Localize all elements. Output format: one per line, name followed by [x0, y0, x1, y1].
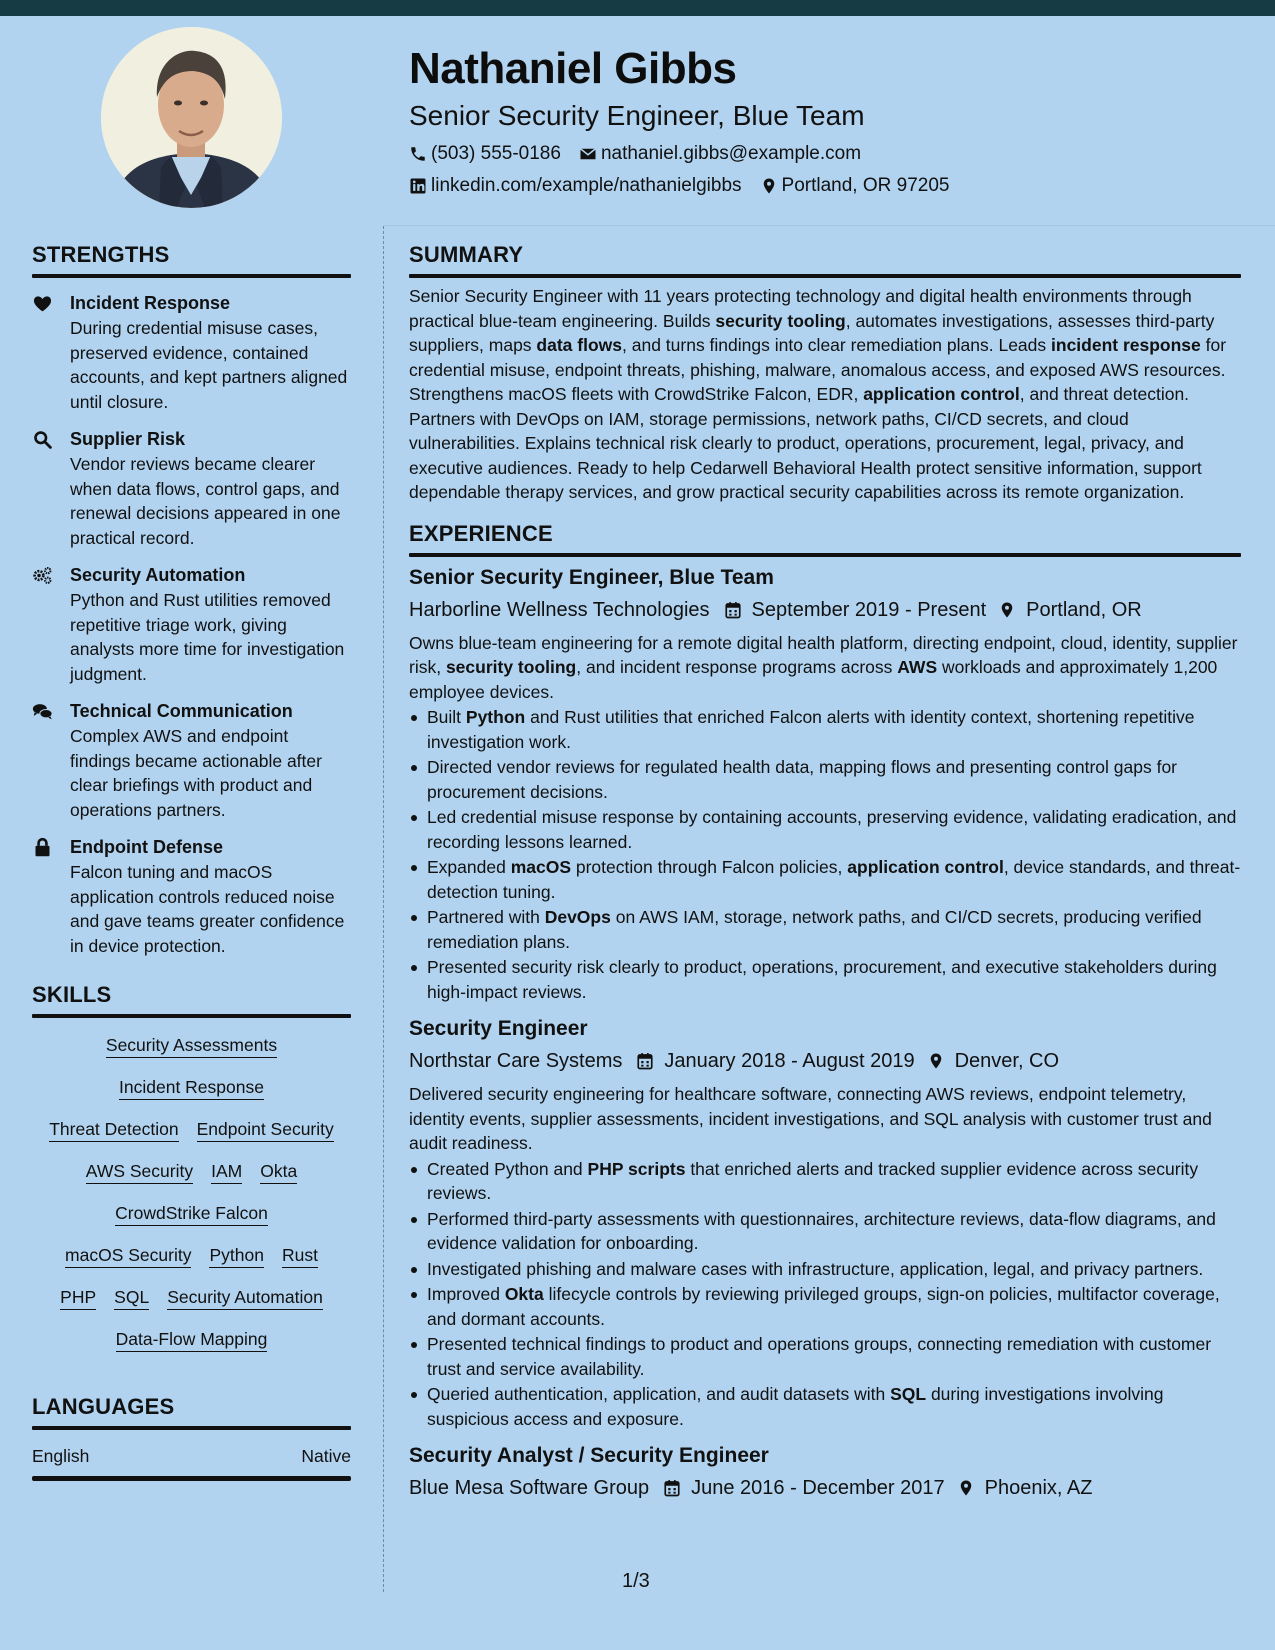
job-entry [409, 1014, 1241, 1431]
resume-header [409, 42, 1249, 202]
text-run: , and incident response programs across [576, 657, 898, 677]
job-bullet [427, 1157, 1241, 1206]
skill-tag: Incident Response [119, 1076, 264, 1100]
strength-title: Security Automation [70, 565, 246, 585]
strength-desc: Python and Rust utilities removed repetitive triage work, giving analysts more time for investigation judgment. [70, 590, 345, 684]
job-bullet [427, 805, 1241, 854]
job-description [409, 1082, 1241, 1156]
linkedin-text: linkedin.com/example/nathanielgibbs [431, 175, 742, 196]
skill-tag: Okta [260, 1160, 297, 1184]
calendar-icon [663, 1479, 681, 1497]
text-run: Delivered security engineering for healthcare software, connecting AWS reviews, endpoint telemetry, identity events, supplier assessments, incident investigations, and SQL analysis with customer trust and audit readiness. [409, 1084, 1212, 1153]
calendar-icon [724, 601, 742, 619]
text-run: Senior Security Engineer with 11 years protecting technology and digital health environments through practical blue-team engineering. Builds [409, 286, 1192, 331]
contact-location [760, 170, 950, 202]
language-level: Native [301, 1446, 351, 1466]
job-entry [409, 563, 1241, 1005]
strength-item [32, 698, 351, 822]
bold-keyword: DevOps [544, 907, 611, 927]
summary-heading: SUMMARY [409, 242, 524, 267]
contact-linkedin[interactable] [409, 170, 742, 202]
job-bullet [427, 1257, 1241, 1282]
experience-list [409, 563, 1241, 1504]
text-run: , and threat detection. Partners with DevOps on IAM, storage permissions, network paths, CI/CD secrets, and cloud vulnerabilities. Explains technical risk clearly to product, operations, procurement, legal, privacy, and executive audiences. Ready to help Cedarwell Behavioral Health protect sensitive information, support dependable therapy services, and grow practical security capabilities across its remote organization. [409, 384, 1202, 502]
text-run: on AWS IAM, storage, network paths, and CI/CD secrets, producing verified remediation plans. [427, 907, 1202, 952]
job-bullet [427, 905, 1241, 954]
linkedin-icon [409, 177, 427, 195]
skill-row [32, 1202, 351, 1226]
contact-row-1 [409, 138, 1249, 170]
bold-keyword: AWS [897, 657, 938, 677]
strength-item [32, 426, 351, 550]
map-pin-icon [760, 177, 778, 195]
job-dates: June 2016 - December 2017 [691, 1477, 945, 1499]
sidebar [32, 240, 351, 1481]
language-proficiency-bar [32, 1476, 351, 1481]
job-company: Northstar Care Systems [409, 1050, 623, 1072]
contact-row-2 [409, 170, 1249, 202]
job-location: Portland, OR [1026, 598, 1142, 621]
gears-icon [32, 565, 53, 586]
strength-item [32, 290, 351, 414]
skill-tag: Threat Detection [49, 1118, 178, 1142]
text-run: Investigated phishing and malware cases with infrastructure, application, legal, and privacy partners. [427, 1258, 1204, 1279]
skill-tag: Security Assessments [106, 1034, 277, 1058]
text-run: Led credential misuse response by containing accounts, preserving evidence, validating eradication, and recording lessons learned. [427, 807, 1237, 852]
job-company: Harborline Wellness Technologies [409, 598, 710, 621]
language-row [32, 1444, 351, 1468]
page-number: 1/3 [622, 1570, 650, 1592]
bold-keyword: PHP scripts [587, 1158, 686, 1179]
profile-photo [101, 27, 282, 208]
text-run: Built [427, 707, 466, 727]
strength-desc: During credential misuse cases, preserved evidence, contained accounts, and kept partners aligned until closure. [70, 318, 348, 412]
text-run: workloads and approximately 1,200 employee devices. [409, 657, 1218, 702]
text-run: , and turns findings into clear remediation plans. Leads [622, 335, 1052, 355]
job-description [409, 631, 1241, 705]
skill-row [32, 1118, 351, 1142]
text-run: and Rust utilities that enriched Falcon alerts with identity context, shortening repetitive investigation work. [427, 707, 1195, 752]
skill-row [32, 1244, 351, 1268]
skill-tag: CrowdStrike Falcon [115, 1202, 268, 1226]
phone-icon [409, 145, 427, 163]
job-meta [409, 595, 1241, 625]
text-run: Performed third-party assessments with questionnaires, architecture reviews, data-flow diagrams, and evidence validation for onboarding. [427, 1208, 1216, 1253]
map-pin-icon [957, 1479, 975, 1497]
text-run: Improved [427, 1284, 505, 1304]
bold-keyword: Python [465, 707, 526, 727]
header-divider [384, 225, 1275, 226]
lock-icon [32, 837, 53, 858]
bold-keyword: application control [863, 384, 1020, 404]
job-meta [409, 1473, 1241, 1503]
text-run: for credential misuse, endpoint threats, phishing, malware, anomalous access, and exposed AWS resources. Strengthens macOS fleets with CrowdStrike Falcon, EDR, [409, 335, 1227, 404]
bold-keyword: Okta [504, 1284, 544, 1304]
job-bullet [427, 1282, 1241, 1331]
phone-text: (503) 555-0186 [431, 143, 561, 164]
column-divider [383, 226, 384, 1592]
strengths-heading: STRENGTHS [32, 242, 170, 267]
job-company: Blue Mesa Software Group [409, 1477, 650, 1499]
candidate-title: Senior Security Engineer, Blue Team [409, 100, 865, 131]
text-run: Presented security risk clearly to product, operations, procurement, and executive stakeholders during high-impact reviews. [427, 957, 1217, 1002]
job-bullets [427, 705, 1241, 1004]
strengths-rule [32, 274, 351, 278]
candidate-name: Nathaniel Gibbs [409, 44, 737, 93]
skill-tag: Endpoint Security [197, 1118, 334, 1142]
skill-row [32, 1034, 351, 1058]
job-bullet [427, 705, 1241, 754]
job-bullets [427, 1157, 1241, 1432]
job-bullet [427, 855, 1241, 904]
contact-phone[interactable] [409, 138, 561, 170]
skill-tag: Data-Flow Mapping [116, 1328, 268, 1352]
strength-title: Technical Communication [70, 701, 293, 721]
text-run: Created Python and [427, 1158, 588, 1179]
job-bullet [427, 1207, 1241, 1256]
skills-heading: SKILLS [32, 982, 112, 1007]
contact-email[interactable] [579, 138, 861, 170]
bold-keyword: security tooling [715, 310, 846, 331]
skill-tag: AWS Security [86, 1160, 193, 1184]
skill-tag: IAM [211, 1160, 242, 1184]
job-location: Denver, CO [954, 1050, 1060, 1072]
bold-keyword: SQL [890, 1384, 927, 1404]
strength-title: Supplier Risk [70, 429, 186, 449]
text-run: Owns blue-team engineering for a remote digital health platform, directing endpoint, cloud, identity, supplier risk, [409, 632, 1238, 677]
language-name: English [32, 1446, 90, 1466]
job-dates: September 2019 - Present [751, 598, 987, 621]
languages-rule [32, 1426, 351, 1430]
skills-list [32, 1034, 351, 1352]
calendar-icon [636, 1052, 654, 1070]
text-run: , device standards, and threat-detection tuning. [427, 857, 1241, 902]
job-bullet [427, 1332, 1241, 1381]
job-title: Senior Security Engineer, Blue Team [409, 565, 774, 589]
top-accent-bar [0, 0, 1275, 16]
job-title: Security Analyst / Security Engineer [409, 1444, 769, 1467]
job-bullet [427, 955, 1241, 1004]
skill-tag: Rust [282, 1244, 318, 1268]
strength-desc: Vendor reviews became clearer when data flows, control gaps, and renewal decisions appeared in one practical record. [70, 454, 341, 548]
bold-keyword: macOS [510, 857, 571, 877]
skill-tag: Python [209, 1244, 263, 1268]
job-entry [409, 1441, 1241, 1503]
bold-keyword: incident response [1051, 335, 1201, 355]
chat-icon [32, 701, 53, 722]
skill-row [32, 1076, 351, 1100]
text-run: Queried authentication, application, and audit datasets with [427, 1384, 891, 1404]
bold-keyword: application control [847, 857, 1004, 877]
email-text: nathaniel.gibbs@example.com [600, 143, 862, 164]
job-bullet [427, 1382, 1241, 1431]
text-run: Expanded [427, 857, 511, 877]
job-bullet [427, 755, 1241, 804]
text-run: lifecycle controls by reviewing privileged groups, sign-on policies, multifactor coverage, and dormant accounts. [427, 1284, 1220, 1329]
text-run: protection through Falcon policies, [571, 857, 848, 877]
heart-icon [32, 293, 53, 314]
strength-desc: Falcon tuning and macOS application controls reduced noise and gave teams greater confidence in device protection. [70, 862, 345, 956]
text-run: Directed vendor reviews for regulated health data, mapping flows and presenting control gaps for procurement decisions. [427, 757, 1178, 802]
search-icon [32, 429, 53, 450]
job-meta [409, 1046, 1241, 1076]
skill-tag: PHP [60, 1286, 96, 1310]
text-run: Partnered with [427, 907, 545, 927]
skill-tag: macOS Security [65, 1244, 191, 1268]
skill-row [32, 1160, 351, 1184]
main-column [409, 240, 1241, 1503]
strength-title: Endpoint Defense [70, 837, 224, 857]
text-run: that enriched alerts and tracked supplier evidence across security reviews. [427, 1158, 1199, 1203]
languages-heading: LANGUAGES [32, 1394, 175, 1419]
summary-text [409, 284, 1241, 505]
job-location: Phoenix, AZ [984, 1477, 1093, 1499]
strength-desc: Complex AWS and endpoint findings became actionable after clear briefings with product and operations partners. [70, 726, 322, 820]
experience-heading: EXPERIENCE [409, 520, 553, 546]
summary-rule [409, 274, 1241, 278]
text-run: , automates investigations, assesses third-party suppliers, maps [409, 310, 1215, 355]
experience-rule [409, 553, 1241, 557]
text-run: Presented technical findings to product and operations groups, connecting remediation with customer trust and service availability. [427, 1334, 1212, 1379]
strength-item [32, 834, 351, 958]
map-pin-icon [927, 1052, 945, 1070]
bold-keyword: security tooling [445, 657, 577, 677]
skill-tag: SQL [114, 1286, 149, 1310]
envelope-icon [579, 145, 597, 163]
job-dates: January 2018 - August 2019 [664, 1050, 915, 1072]
skills-rule [32, 1014, 351, 1018]
skill-tag: Security Automation [167, 1286, 323, 1310]
map-pin-icon [998, 601, 1016, 619]
strength-title: Incident Response [70, 293, 231, 313]
job-title: Security Engineer [409, 1017, 588, 1040]
skill-row [32, 1286, 351, 1310]
text-run: during investigations involving suspicious access and exposure. [427, 1384, 1164, 1429]
strength-item [32, 562, 351, 686]
skill-row [32, 1328, 351, 1352]
location-text: Portland, OR 97205 [781, 175, 950, 196]
bold-keyword: data flows [536, 335, 622, 355]
